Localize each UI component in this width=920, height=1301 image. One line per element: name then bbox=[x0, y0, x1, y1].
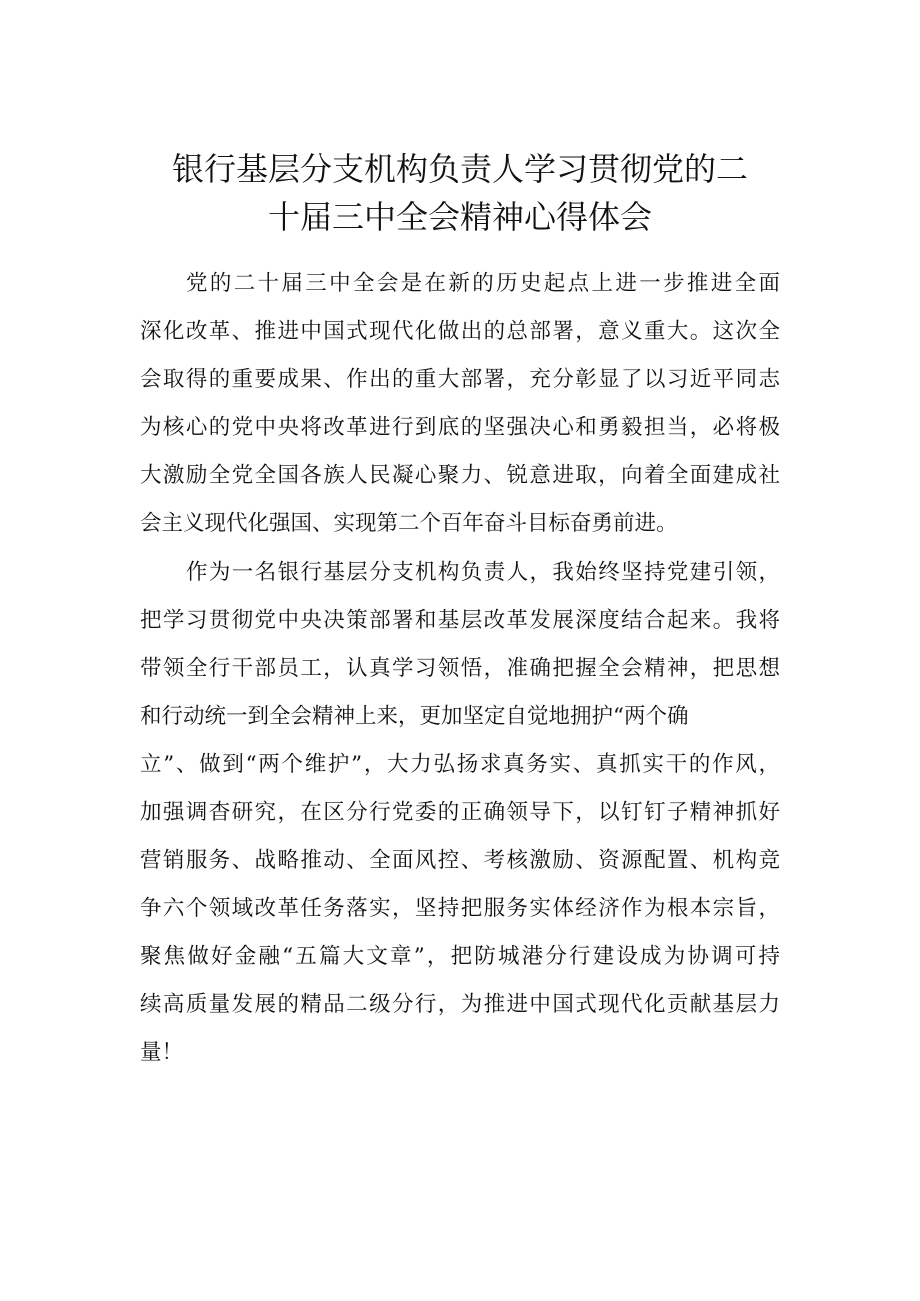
paragraph-2-line-1: 作为一名银行基层分支机构负责人，我始终坚持党建引领， bbox=[186, 560, 780, 585]
paragraph-2-line-7: 营销服务、战略推动、全面风控、考核激励、资源配置、机构竞 bbox=[140, 848, 780, 873]
paragraph-1-line-3: 会取得的重要成果、作出的重大部署，充分彰显了以习近平同志 bbox=[140, 367, 780, 392]
document-title-line-2: 十届三中全会精神心得体会 bbox=[267, 198, 652, 236]
paragraph-2-line-10: 续高质量发展的精品二级分行，为推进中国式现代化贡献基层力 bbox=[140, 992, 780, 1017]
document-title-line-1: 银行基层分支机构负责人学习贯彻党的二 bbox=[171, 150, 748, 188]
paragraph-2-line-11: 量！ bbox=[140, 1040, 184, 1065]
paragraph-2-line-5: 立”、做到“两个维护”，大力弘扬求真务实、真抓实干的作风， bbox=[140, 752, 780, 777]
paragraph-1-line-5: 大激励全党全国各族人民凝心聚力、锐意进取，向着全面建成社 bbox=[140, 463, 780, 488]
paragraph-2-line-9: 聚焦做好金融“五篇大文章”，把防城港分行建设成为协调可持 bbox=[140, 944, 780, 969]
paragraph-1-line-6: 会主义现代化强国、实现第二个百年奋斗目标奋勇前进。 bbox=[140, 511, 678, 536]
paragraph-1-line-2: 深化改革、推进中国式现代化做出的总部署，意义重大。这次全 bbox=[140, 319, 780, 344]
paragraph-2-line-8: 争六个领域改革任务落实，坚持把服务实体经济作为根本宗旨， bbox=[140, 896, 780, 921]
paragraph-2-line-4: 和行动统一到全会精神上来，更加坚定自觉地拥护“两个确 bbox=[140, 704, 689, 729]
paragraph-2-line-2: 把学习贯彻党中央决策部署和基层改革发展深度结合起来。我将 bbox=[140, 608, 780, 633]
paragraph-2-line-6: 加强调杳研究，在区分行党委的正确领导下，以钉钉子精神抓好 bbox=[140, 800, 780, 825]
paragraph-1-line-4: 为核心的党中央将改革进行到底的坚强决心和勇毅担当，必将极 bbox=[140, 415, 780, 440]
paragraph-1-line-1: 党的二十届三中全会是在新的历史起点上进一步推进全面 bbox=[186, 271, 780, 296]
paragraph-2-line-3: 带领全行干部员工，认真学习领悟，准确把握全会精神，把思想 bbox=[140, 656, 780, 681]
